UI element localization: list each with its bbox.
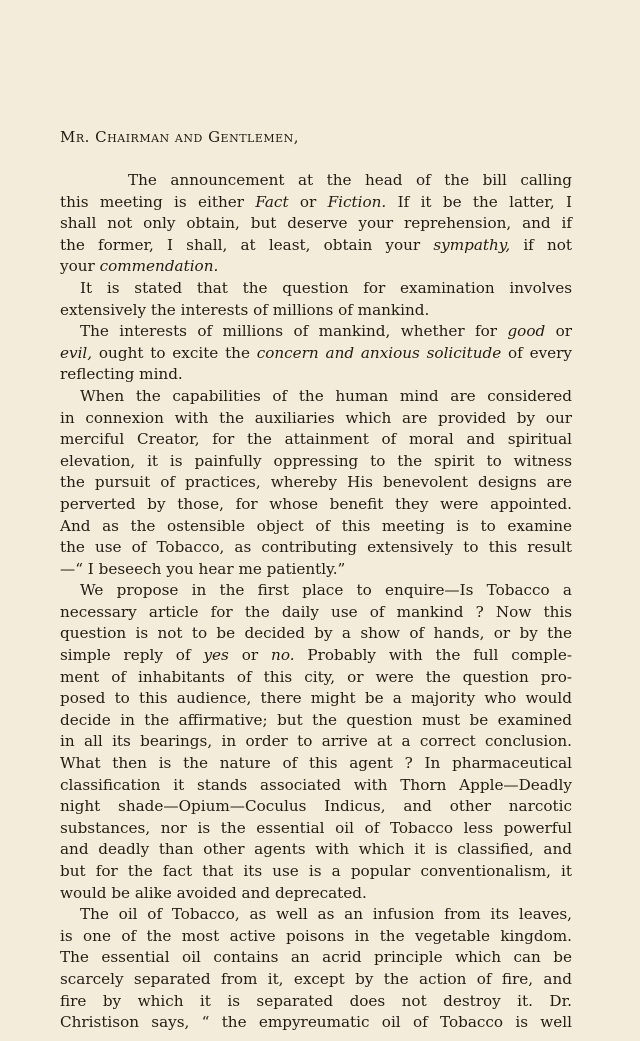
text-line <box>60 991 572 1013</box>
text-line <box>60 904 572 926</box>
text-line <box>60 343 572 365</box>
text-segment: question is not to be decided by a show of hands, or by the <box>60 624 572 643</box>
italic-text: no. <box>271 646 295 665</box>
text-line <box>60 753 572 775</box>
text-segment: posed to this audience, there might be a majority who would <box>60 689 572 708</box>
italic-text: commendation. <box>99 257 219 276</box>
text-segment: ought to excite the <box>92 343 257 362</box>
text-line <box>60 537 572 559</box>
italic-text: yes <box>203 646 229 665</box>
text-line <box>60 775 572 797</box>
text-segment: shall not only obtain, but deserve your reprehension, and if <box>60 214 572 233</box>
text-segment: scarcely separated from it, except by the action of fire, and <box>60 969 572 988</box>
italic-text: evil, <box>60 343 93 362</box>
text-segment: if not <box>510 235 572 254</box>
text-line <box>60 559 572 581</box>
text-line <box>60 429 572 451</box>
text-segment: the former, I shall, at least, obtain your <box>60 235 434 254</box>
text-segment: in connexion with the auxiliaries which are provided by our <box>60 408 572 427</box>
text-segment: simple reply of <box>60 646 204 665</box>
text-line <box>60 364 572 386</box>
text-line <box>60 969 572 991</box>
text-segment: the pursuit of practices, whereby His benevolent designs are <box>60 473 572 492</box>
text-line <box>60 192 572 214</box>
text-line <box>60 1012 572 1034</box>
text-segment: extensively the interests of millions of mankind. <box>60 300 430 319</box>
text-line <box>60 300 572 322</box>
text-segment: the use of Tobacco, as contributing extensively to this result <box>60 538 572 557</box>
text-segment: perverted by those, for whose benefit they were appointed. <box>60 494 572 513</box>
text-line <box>60 883 572 905</box>
text-segment: Probably with the full comple- <box>294 646 573 665</box>
text-segment: of every <box>501 343 572 362</box>
text-line <box>60 451 572 473</box>
text-segment: night shade—Opium—Coculus Indicus, and other narcotic <box>60 797 572 816</box>
text-line <box>60 688 572 710</box>
text-segment: substances, nor is the essential oil of Tobacco less powerful <box>60 818 572 837</box>
text-line <box>60 386 572 408</box>
text-line <box>60 213 572 235</box>
text-line <box>60 710 572 732</box>
text-line <box>60 667 572 689</box>
italic-text: good <box>507 322 546 341</box>
text-segment: elevation, it is painfully oppressing to the spirit to witness <box>60 451 572 470</box>
text-line <box>60 170 572 192</box>
text-segment: is one of the most active poisons in the vegetable kingdom. <box>60 926 572 945</box>
text-segment: or <box>545 322 572 341</box>
text-segment: necessary article for the daily use of mankind ? Now this <box>60 602 572 621</box>
text-segment: The oil of Tobacco, as well as an infusion from its leaves, <box>80 905 572 924</box>
text-segment: The interests of millions of mankind, whether for <box>80 322 508 341</box>
text-line <box>60 278 572 300</box>
text-segment: would be alike avoided and deprecated. <box>60 883 367 902</box>
text-segment: this meeting is either <box>60 192 256 211</box>
text-line <box>60 947 572 969</box>
text-line <box>60 602 572 624</box>
italic-text: concern and anxious solicitude <box>256 343 502 362</box>
text-segment: If it be the latter, I <box>386 192 572 211</box>
text-line <box>60 408 572 430</box>
text-segment: And as the ostensible object of this meeting is to examine <box>60 516 572 535</box>
text-line <box>60 926 572 948</box>
text-line <box>60 731 572 753</box>
text-segment: We propose in the first place to enquire—Is Tobacco a <box>80 581 572 600</box>
text-segment: but for the fact that its use is a popular conventionalism, it <box>60 862 572 880</box>
page-heading: Mr. Chairman and Gentlemen, <box>60 128 300 146</box>
text-segment: in all its bearings, in order to arrive at a correct conclusion. <box>60 732 572 751</box>
italic-text: sympathy, <box>433 235 511 254</box>
text-line <box>60 861 572 883</box>
text-segment: When the capabilities of the human mind are considered <box>80 386 572 405</box>
text-line <box>60 472 572 494</box>
text-segment: The essential oil contains an acrid principle which can be <box>60 948 572 967</box>
italic-text: Fiction. <box>327 192 387 211</box>
text-line <box>60 256 572 278</box>
text-line <box>60 839 572 861</box>
text-segment: decide in the affirmative; but the question must be examined <box>60 710 572 729</box>
text-line <box>60 623 572 645</box>
text-segment: reflecting mind. <box>60 365 183 384</box>
text-segment: It is stated that the question for examination involves <box>80 278 572 297</box>
text-segment: What then is the nature of this agent ? In pharmaceutical <box>60 754 572 773</box>
text-segment: classification it stands associated with Thorn Apple—Deadly <box>60 775 572 794</box>
text-line <box>60 321 572 343</box>
text-line <box>60 494 572 516</box>
text-line <box>60 818 572 840</box>
text-line <box>60 516 572 538</box>
body-text <box>60 170 572 1034</box>
italic-text: Fact <box>255 192 289 211</box>
text-segment: or <box>288 192 328 211</box>
text-line <box>60 580 572 602</box>
text-segment: fire by which it is separated does not destroy it. Dr. <box>60 991 572 1010</box>
text-line <box>60 645 572 667</box>
text-segment: The announcement at the head of the bill calling <box>128 171 572 189</box>
text-segment: and deadly than other agents with which it is classified, and <box>60 840 572 859</box>
text-segment: ment of inhabitants of this city, or were the question pro- <box>60 667 572 686</box>
text-segment: merciful Creator, for the attainment of moral and spiritual <box>60 430 572 449</box>
text-segment: or <box>228 646 272 665</box>
text-segment: Christison says, “ the empyreumatic oil of Tobacco is well <box>60 1013 572 1032</box>
text-segment: —“ I beseech you hear me patiently.” <box>60 559 346 578</box>
text-line <box>60 796 572 818</box>
text-segment: your <box>60 257 100 276</box>
text-line <box>60 235 572 257</box>
